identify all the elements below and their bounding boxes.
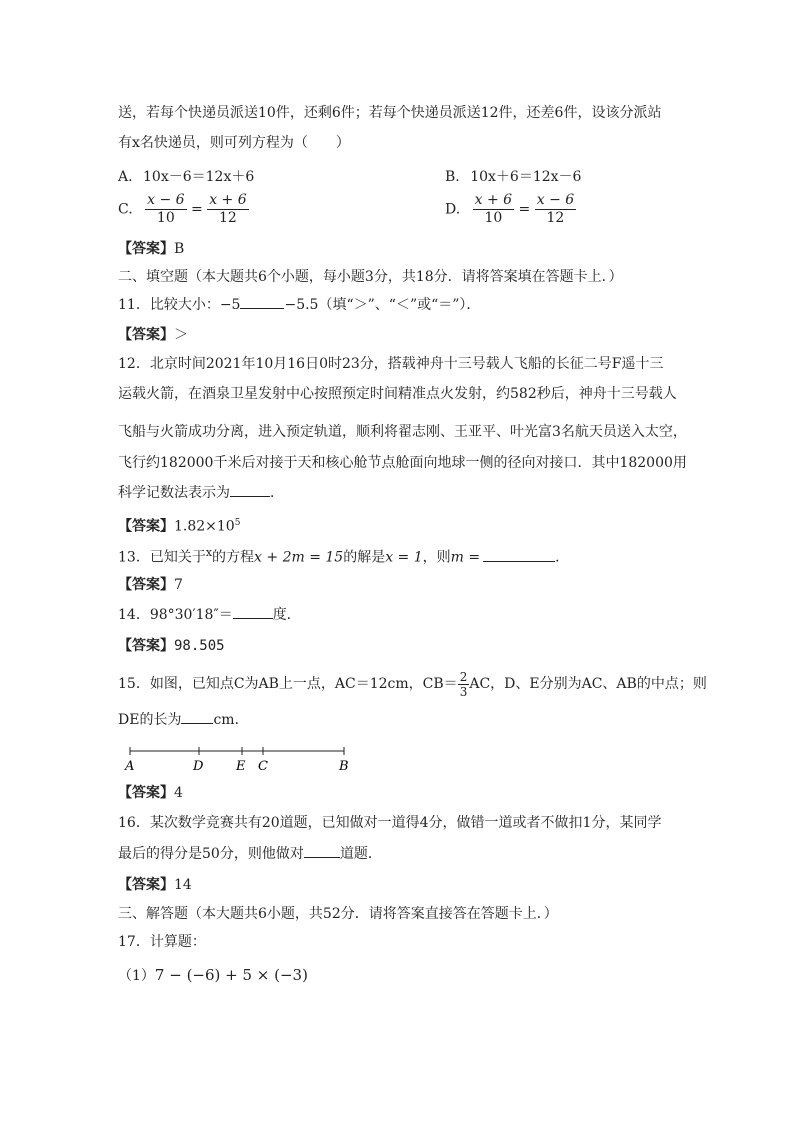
q15-line2	[118, 711, 249, 729]
q13-mid2: 的解是	[343, 549, 386, 566]
q11-right: −5.5	[284, 297, 319, 313]
q10-answer	[118, 240, 184, 258]
q17-title: 17．计算题：	[118, 934, 206, 950]
answer-label: 【答案】	[118, 638, 174, 654]
option-d-frac2: $\frac{x - 6}{12}$	[536, 192, 575, 226]
answer-label: 【答案】	[118, 518, 174, 535]
q16-blank	[304, 845, 340, 858]
option-d-frac1: $\frac{x + 6}{10}$	[474, 192, 513, 226]
q12-last-prefix: 科学记数法表示为	[118, 485, 230, 501]
option-d	[445, 192, 576, 227]
answer-label: 【答案】	[118, 785, 174, 801]
answer-value: 98.505	[174, 638, 225, 654]
q13-m: m =	[450, 549, 481, 566]
option-a-label: A.	[118, 169, 133, 185]
option-c-frac1: $\frac{x - 6}{10}$	[147, 192, 185, 226]
q14-suffix: 度．	[272, 607, 301, 623]
answer-label: 【答案】	[118, 327, 174, 343]
answer-value: 14	[174, 877, 192, 893]
option-c-frac2: $\frac{x + 6}{12}$	[209, 192, 247, 226]
section3-title: 三、解答题（本大题共6小题，共52分．请将答案直接答在答题卡上．）	[118, 906, 558, 922]
q11-prefix: 11．比较大小：	[118, 297, 220, 313]
answer-value: 7	[174, 577, 183, 593]
q12-answer	[118, 514, 240, 536]
q15-answer	[118, 784, 183, 802]
answer-value: ＞	[174, 327, 188, 343]
option-c	[118, 192, 249, 227]
option-c-eq: =	[191, 201, 203, 218]
answer-value: 1.82×10	[174, 518, 235, 535]
q16-line2	[118, 845, 382, 863]
option-b	[445, 166, 581, 186]
answer-label: 【答案】	[118, 877, 174, 893]
option-c-label: C.	[118, 201, 133, 218]
option-d-eq: =	[518, 201, 531, 218]
option-b-label: B.	[445, 169, 460, 185]
q14-question	[118, 606, 301, 624]
q11-answer	[118, 326, 188, 344]
q11-blank	[240, 296, 284, 309]
q13-suffix: ．	[555, 549, 570, 566]
option-d-label: D.	[445, 201, 461, 218]
q16-line2-prefix: 最后的得分是50分，则他做对	[118, 846, 304, 862]
q16-line1: 16．某次数学竞赛共有20道题，已知做对一道得4分，做错一道或者不做扣1分，某同学	[118, 815, 662, 831]
point-label-e: E	[236, 759, 246, 774]
q17-part1-label: （1）	[118, 968, 155, 984]
segment-figure	[118, 742, 358, 776]
q15-blank	[181, 711, 213, 724]
q15-fraction: $\frac{2}{3}$	[459, 669, 468, 699]
q14-answer	[118, 637, 225, 655]
q12-blank	[230, 484, 270, 497]
q12-line2: 运载火箭，在酒泉卫星发射中心按照预定时间精准点火发射，约582秒后，神舟十三号载人	[118, 386, 677, 402]
answer-value: B	[174, 241, 185, 257]
q12-line5	[118, 484, 284, 502]
q17-part1-expression: 7 − (−6) + 5 × (−3)	[154, 966, 308, 984]
q17-part1	[118, 966, 308, 985]
q13-blank	[483, 549, 555, 562]
q10-line1: 送，若每个快递员派送10件，还剩6件；若每个快递员派送12件，还差6件，设该分派站	[118, 105, 662, 121]
option-b-text: 10x＋6＝12x－6	[470, 169, 582, 185]
q12-line4: 飞行约182000千米后对接于天和核心舱节点舱面向地球一侧的径向对接口．其中182000用	[118, 455, 687, 471]
q13-mid: 的方程	[212, 549, 255, 566]
q13-prefix: 13．已知关于	[118, 549, 206, 566]
q11-suffix: （填“＞”、“＜”或“＝”）．	[318, 297, 481, 313]
point-label-c: C	[258, 759, 268, 774]
q13-question	[118, 544, 569, 567]
answer-exponent: 5	[234, 518, 241, 528]
q15-line1	[118, 667, 707, 701]
point-label-a: A	[125, 759, 135, 774]
point-label-d: D	[193, 759, 204, 774]
q15-line1-suffix: AC，D、E分别为AC、AB的中点；则	[469, 676, 707, 692]
option-a	[118, 166, 254, 186]
q14-blank	[233, 606, 273, 619]
q10-line2: 有x名快递员，则可列方程为（ ）	[118, 135, 350, 151]
q16-answer	[118, 876, 192, 894]
q13-var: x	[205, 546, 213, 559]
q11-left: −5	[219, 297, 241, 313]
q15-line2-suffix: cm．	[213, 712, 249, 728]
q13-mid3: ，则	[422, 549, 451, 566]
q14-eq: ＝	[218, 607, 233, 623]
q16-line2-suffix: 道题．	[339, 846, 382, 862]
point-label-b: B	[339, 759, 349, 774]
q14-prefix: 14．	[118, 607, 150, 623]
q13-answer	[118, 576, 183, 594]
q13-equation: x + 2m = 15	[254, 549, 344, 566]
option-a-text: 10x－6＝12x＋6	[143, 169, 255, 185]
q11-question	[118, 296, 480, 314]
answer-value: 4	[174, 785, 183, 801]
answer-label: 【答案】	[118, 577, 174, 593]
q13-solution: x = 1	[385, 549, 423, 566]
q12-last-suffix: ．	[270, 485, 284, 501]
answer-label: 【答案】	[118, 241, 174, 257]
q12-line1: 12．北京时间2021年10月16日0时23分，搭载神舟十三号载人飞船的长征二号F遥十三	[118, 356, 664, 372]
q14-angle: 98°30′18″	[149, 607, 219, 623]
q15-line2-prefix: DE的长为	[118, 712, 182, 728]
section2-title: 二、填空题（本大题共6个小题，每小题3分，共18分．请将答案填在答题卡上．）	[118, 269, 623, 285]
q15-line1-prefix: 15．如图，已知点C为AB上一点，AC＝12cm，CB＝	[118, 676, 458, 692]
q12-line3: 飞船与火箭成功分离，进入预定轨道，顺利将翟志刚、王亚平、叶光富3名航天员送入太空，	[118, 424, 687, 440]
